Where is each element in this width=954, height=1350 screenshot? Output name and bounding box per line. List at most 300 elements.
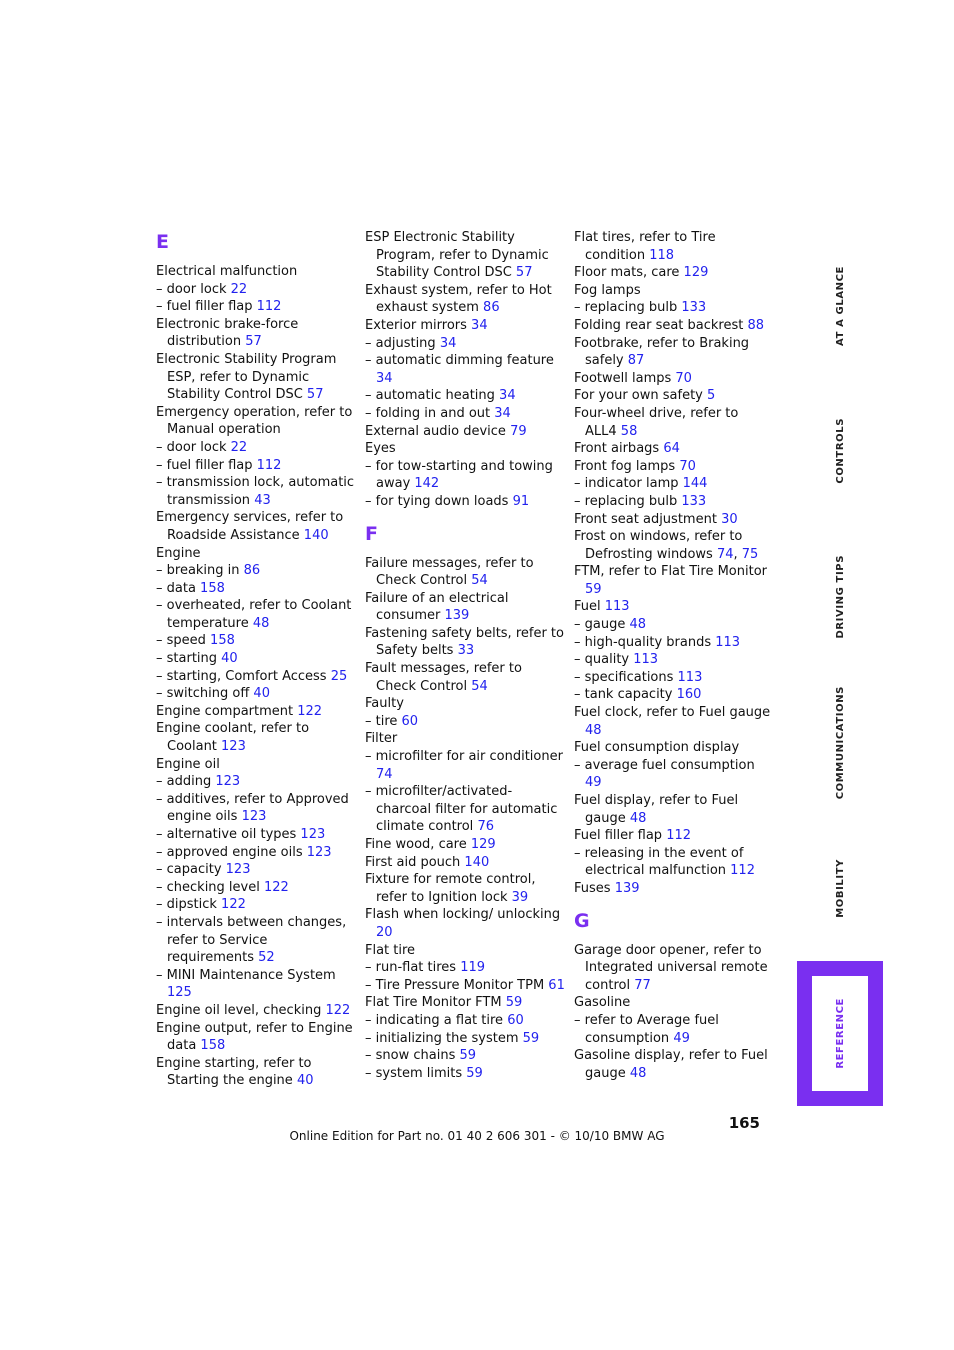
index-entry-text: – adjusting [365,335,440,351]
page-link[interactable]: 70 [675,370,692,386]
index-entry-text: – refer to Average fuel consumption [574,1012,719,1046]
index-entry-text: – tank capacity [574,687,677,703]
index-entry [156,632,356,650]
index-entry-text: Folding rear seat backrest [574,317,748,333]
index-entry [574,563,774,598]
page-link[interactable]: 48 [585,722,602,738]
page-link[interactable]: 48 [629,810,647,826]
index-entry-text: Flash when locking/ unlocking [365,907,561,923]
index-entry [156,668,356,686]
page-link[interactable]: 113 [677,669,703,685]
index-entry-text: – transmission lock, automatic transmission [156,475,355,508]
page-link[interactable]: 59 [466,1065,483,1081]
index-entry [574,616,774,634]
page-link[interactable]: 123 [300,827,326,842]
index-entry [574,299,774,317]
index-entry [365,335,565,353]
side-tab-controls[interactable] [797,412,883,490]
index-entry-text: Engine [156,545,201,561]
index-entry [574,669,774,687]
index-entry [365,942,565,960]
side-tab-mobility[interactable] [797,853,883,923]
page-link[interactable]: 40 [253,686,270,702]
index-entry [574,387,774,405]
page-link[interactable]: 20 [376,924,393,940]
index-entry [574,686,774,704]
page-link[interactable]: 40 [296,1073,314,1089]
index-entry [365,1030,565,1048]
index-entry [365,405,565,423]
index-entry [156,720,356,755]
index-entry [156,844,356,862]
index-entry [574,704,774,739]
index-entry [156,351,356,404]
index-column-3 [574,229,774,1082]
index-entry-text: – folding in and out [365,405,495,421]
index-entry [365,906,565,941]
page-link[interactable]: 5 [707,388,716,404]
page-link[interactable]: 123 [215,774,241,790]
index-entry-text: Gasoline [574,995,631,1011]
page-link[interactable]: 158 [210,633,235,649]
index-entry [574,511,774,529]
index-entry-text: – starting [156,651,222,667]
index-entry-text: Engine oil level, checking [156,1002,326,1018]
index-entry [156,298,356,316]
index-entry [156,439,356,457]
page-link[interactable]: 48 [629,1065,647,1081]
index-entry [365,695,565,713]
index-entry [365,493,565,511]
index-entry-text: Emergency services, refer to Roadside Assistance [156,510,344,543]
index-entry [365,854,565,872]
page-link[interactable]: 123 [241,809,267,825]
index-entry-text: Fuel consumption display [574,740,740,756]
page-link[interactable]: 86 [243,563,261,579]
page-link[interactable]: 77 [634,977,651,993]
index-entry-text: Fuel display, refer to Fuel gauge [574,793,739,826]
index-entry-text: Engine starting, refer to Starting the engine [156,1055,312,1089]
index-entry-text: – indicator lamp [574,476,683,492]
index-entry [365,317,565,335]
page-link[interactable]: 57 [515,265,533,281]
index-entry [574,229,774,264]
page-link[interactable]: 34 [439,335,457,351]
index-entry [574,739,774,757]
page-link[interactable]: 61 [548,977,565,993]
index-entry: Frost on windows, refer to Defrosting windows 74, 75 [574,529,759,562]
index-entry [574,598,774,616]
index-entry-text: Flat Tire Monitor FTM [365,995,506,1011]
index-entry [365,458,565,493]
index-entry [365,783,565,836]
index-entry [574,757,774,792]
index-entry [365,748,565,783]
side-tab-label: AT A GLANCE [834,266,846,346]
index-entry [365,440,565,458]
index-entry-text: Footwell lamps [574,370,676,386]
index-entry [365,730,565,748]
index-entry-text: – door lock [156,439,231,455]
page-number: 165 [728,1114,760,1132]
page-link[interactable]: 34 [471,317,488,333]
index-entry [574,493,774,511]
footer-text: Online Edition for Part no. 01 40 2 606 301 - © 10/10 BMW AG [289,1129,665,1143]
index-entry [574,880,774,898]
index-entry [574,458,774,476]
index-entry [365,959,565,977]
index-entry-text: – replacing bulb [574,300,682,316]
page-link[interactable]: 59 [585,581,602,597]
index-entry-text: – fuel filler flap [156,299,257,315]
page-link[interactable]: 122 [325,1002,351,1018]
page-link[interactable]: 59 [505,995,523,1011]
page-link[interactable]: 54 [471,678,488,694]
index-entry [574,264,774,282]
page-link[interactable]: 91 [512,493,530,509]
index-entry [156,879,356,897]
index-entry [156,404,356,439]
page-link[interactable]: 142 [414,476,440,492]
page-link[interactable]: 60 [401,713,419,729]
index-entry-text: Fault messages, refer to Check Control [365,661,522,694]
index-entry [156,773,356,791]
side-tab-driving-tips[interactable] [797,553,883,641]
index-entry [156,263,356,281]
index-entry-text: Fine wood, care [365,837,471,852]
index-entry [156,562,356,580]
index-entry [156,861,356,879]
index-entry-text: Failure of an electrical consumer [365,590,509,624]
index-entry-text: Fog lamps [574,282,641,298]
index-entry-text: Electrical malfunction [156,264,298,279]
page-link[interactable]: 129 [470,837,496,852]
section-letter: F [365,522,378,545]
page-link[interactable]: 113 [633,652,659,668]
page-link[interactable]: 25 [330,668,348,684]
side-tab-communications[interactable] [797,680,883,805]
page-link[interactable]: 59 [522,1030,540,1046]
page-link[interactable]: 112 [666,828,692,844]
index-entry [156,685,356,703]
index-entry-text: – microfilter for air conditioner [365,749,563,765]
index-entry [156,1002,356,1020]
page-link[interactable]: 140 [303,527,329,543]
page-link[interactable]: 160 [676,687,702,703]
index-entry [156,756,356,774]
index-entry-text: Fixture for remote control, refer to Ignition lock [365,872,536,905]
page-link[interactable]: 30 [721,511,738,527]
page-link[interactable]: 57 [245,334,262,350]
index-entry-text: Gasoline display, refer to Fuel gauge [574,1048,768,1081]
page-link[interactable]: 64 [663,441,680,457]
index-entry-text: – fuel filler flap [156,457,257,473]
index-entry-text: ESP Electronic Stability Program, refer to Dynamic Stability Control DSC [365,230,549,281]
index-entry-text: For your own safety [574,388,708,404]
index-entry [156,281,356,299]
page-link[interactable]: 22 [230,281,248,297]
index-entry [365,229,565,282]
index-entry [156,509,356,544]
side-tab-label: REFERENCE [834,998,846,1069]
index-entry-text: – for tow-starting and towing away [365,458,553,492]
index-entry [574,1047,774,1082]
index-entry [574,1012,774,1047]
index-entry [574,845,774,880]
page-link[interactable]: 39 [511,889,529,905]
index-entry [574,651,774,669]
index-entry-text: Eyes [365,441,396,457]
index-entry-text: External audio device [365,423,511,439]
index-entry [574,827,774,845]
index-entry-text: Front seat adjustment [574,511,722,527]
index-entry-text: Front fog lamps [574,458,680,474]
page-link[interactable]: 40 [221,651,238,667]
index-entry-text: Frost on windows, refer to Defrosting windows [574,529,743,562]
page-link[interactable]: 122 [297,703,323,719]
index-entry-text: Flat tires, refer to Tire condition [574,230,716,263]
page-link[interactable]: 48 [252,615,270,631]
page-link[interactable]: 58 [620,423,638,439]
index-entry [156,316,356,351]
page-link[interactable]: 158 [200,580,225,596]
page-link[interactable]: 144 [682,476,708,492]
index-entry-text: – gauge [574,617,630,633]
page-link[interactable]: 48 [629,617,647,633]
page-link[interactable]: 112 [730,863,755,879]
page-link[interactable]: 140 [464,854,490,870]
index-entry [365,713,565,731]
index-entry-text: – initializing the system [365,1030,523,1046]
index-entry [574,440,774,458]
index-entry-text: – data [156,580,201,596]
index-entry [365,836,565,854]
index-entry-text: – breaking in [156,563,244,579]
index-entry-text: – adding [156,774,216,790]
index-entry [156,826,356,844]
index-entry-text: Footbrake, refer to Braking safely [574,335,750,369]
index-entry-text: – snow chains [365,1048,460,1064]
index-entry [365,352,565,387]
page-link[interactable]: 123 [225,862,251,878]
page-link[interactable]: 76 [477,819,494,835]
index-entry-text: Fastening safety belts, refer to Safety belts [365,625,564,659]
index-entry [156,1055,356,1090]
index-entry-text: – average fuel consumption [574,757,755,773]
index-entry-text: – replacing bulb [574,493,682,509]
page-link[interactable]: 52 [258,950,275,966]
index-entry-text: – automatic dimming feature [365,353,554,369]
page-link[interactable]: 33 [457,643,475,659]
page-link[interactable]: 87 [627,353,645,369]
page-link[interactable]: 139 [614,880,640,896]
index-entry-text: FTM, refer to Flat Tire Monitor [574,564,768,580]
page-link[interactable]: 139 [444,608,470,624]
index-entry-text: – speed [156,633,211,649]
index-entry-text: – quality [574,652,634,668]
index-entry-text: – high-quality brands [574,634,716,650]
index-entry [365,1012,565,1030]
index-entry [574,335,774,370]
index-entry-text: – starting, Comfort Access [156,668,331,684]
side-tab-label: CONTROLS [834,418,846,484]
page-link[interactable]: 129 [683,265,709,281]
page-link[interactable]: 119 [460,960,486,976]
page-link[interactable]: 22 [230,439,248,455]
index-entry-text: – dipstick [156,897,222,913]
index-entry-text: – Tire Pressure Monitor TPM [365,977,549,993]
index-entry [365,871,565,906]
index-entry-text: – for tying down loads [365,493,513,509]
page-link[interactable]: 43 [254,492,271,508]
index-entry [365,282,565,317]
index-entry-text: Flat tire [365,942,416,958]
side-tab-label: DRIVING TIPS [834,555,846,639]
index-entry [156,545,356,563]
index-entry [574,405,774,440]
index-entry [365,590,565,625]
index-entry-text: Engine output, refer to Engine data [156,1020,353,1054]
index-entry [365,625,565,660]
index-entry-text: Emergency operation, refer to Manual operation [156,404,353,438]
index-entry [365,977,565,995]
index-entry-text: Electronic brake-force distribution [156,316,299,350]
index-entry-text: Front airbags [574,441,664,457]
index-entry-text: – additives, refer to Approved engine oils [156,791,349,825]
index-entry [574,475,774,493]
index-entry-text: – MINI Maintenance System [156,967,336,983]
page-link[interactable]: 70 [679,458,696,474]
index-column-1 [156,229,356,1090]
page-link[interactable]: 112 [256,299,282,315]
index-entry-text: Fuses [574,880,615,896]
page-link[interactable]: 113 [715,634,741,650]
page-link[interactable]: 60 [507,1012,524,1028]
page-link[interactable]: 125 [167,985,192,1001]
page-link[interactable]: 133 [681,300,707,316]
page-link[interactable]: 74 [716,546,734,562]
page-link[interactable]: 122 [221,897,246,913]
side-tab-at-a-glance[interactable] [797,262,883,350]
index-entry [156,650,356,668]
index-entry [574,792,774,827]
index-entry-text: – alternative oil types [156,827,301,842]
page-link[interactable]: 123 [221,739,246,755]
index-entry-text: First aid pouch [365,854,465,870]
index-entry-text: – door lock [156,281,231,297]
index-entry-text: Garage door opener, refer to Integrated universal remote control [574,942,768,993]
index-entry-text: Engine oil [156,756,220,772]
index-entry-text: – run-flat tires [365,960,461,976]
index-entry-text: Exhaust system, refer to Hot exhaust system [365,282,552,316]
index-entry [156,914,356,967]
index-entry [365,555,565,590]
index-entry-text: – intervals between changes, refer to Service requirements [156,914,347,966]
page-link[interactable]: 112 [256,457,282,473]
page-link[interactable]: 59 [459,1048,477,1064]
page-link[interactable]: 133 [681,493,707,509]
index-entry-text: Floor mats, care [574,265,684,281]
page-link[interactable]: 113 [604,599,630,615]
index-entry [574,942,774,995]
index-entry [156,474,356,509]
index-entry-text: Electronic Stability Program ESP, refer to Dynamic Stability Control DSC [156,351,337,403]
page-link[interactable]: 34 [494,405,511,421]
index-entry [365,1065,565,1083]
index-entry [574,282,774,300]
index-entry [156,967,356,1002]
page-link[interactable]: 34 [499,388,516,404]
index-entry-text: – indicating a flat tire [365,1012,508,1028]
index-entry [156,580,356,598]
index-entry-text: Engine compartment [156,703,298,719]
page-link[interactable]: 75 [741,546,759,562]
index-entry [574,370,774,388]
page-link[interactable]: 118 [649,247,675,263]
index-column-2 [365,229,565,1082]
page-link[interactable]: 158 [200,1038,226,1054]
side-tab-reference-inner [812,976,868,1091]
side-tab-reference-active[interactable] [797,961,883,1106]
index-entry-text: – specifications [574,669,678,685]
index-entry-text: Four-wheel drive, refer to ALL4 [574,405,739,439]
index-entry-text: Filter [365,731,398,747]
index-entry-text: Engine coolant, refer to Coolant [156,721,310,755]
index-entry [156,791,356,826]
index-entry-text: – switching off [156,686,254,702]
side-tab-label: MOBILITY [834,858,846,918]
index-entry [365,423,565,441]
index-entry-text: – overheated, refer to Coolant temperature [156,598,352,631]
index-entry-text: – approved engine oils [156,844,307,860]
index-entry [365,660,565,695]
section-letter: G [574,909,590,932]
page-link[interactable]: 123 [306,844,332,860]
index-entry-text: Faulty [365,696,404,712]
page-link[interactable]: 86 [483,300,500,316]
index-entry [156,896,356,914]
index-entry-text: – releasing in the event of electrical malfunction [574,845,744,879]
index-entry-text: Exterior mirrors [365,317,472,333]
index-entry [156,457,356,475]
index-entry [156,1020,356,1055]
index-entry-text: – checking level [156,879,264,895]
section-letter: E [156,231,169,253]
page-link[interactable]: 34 [376,370,393,386]
page-link[interactable]: 49 [585,775,602,791]
index-entry-text: – system limits [365,1065,467,1081]
page-link[interactable]: 57 [306,387,324,403]
page-link[interactable]: 74 [376,766,393,782]
index-entry [156,703,356,721]
page-link[interactable]: 88 [747,317,765,333]
page-link[interactable]: 54 [471,573,488,589]
page-link[interactable]: 79 [510,423,527,439]
index-entry-text: Failure messages, refer to Check Control [365,555,534,589]
index-entry [365,1047,565,1065]
index-entry [574,317,774,335]
index-entry-text: – microfilter/activated-charcoal filter for automatic climate control [365,784,558,835]
index-entry-text: – tire [365,713,402,729]
page-link[interactable]: 49 [673,1030,690,1046]
index-entry-text: Fuel filler flap [574,828,667,844]
index-entry [156,597,356,632]
page-link[interactable]: 122 [263,879,289,895]
index-entry-text: – automatic heating [365,388,500,404]
side-tab-label: COMMUNICATIONS [834,685,846,800]
index-entry-text: Fuel [574,599,605,615]
index-entry-text: Fuel clock, refer to Fuel gauge [574,705,771,721]
